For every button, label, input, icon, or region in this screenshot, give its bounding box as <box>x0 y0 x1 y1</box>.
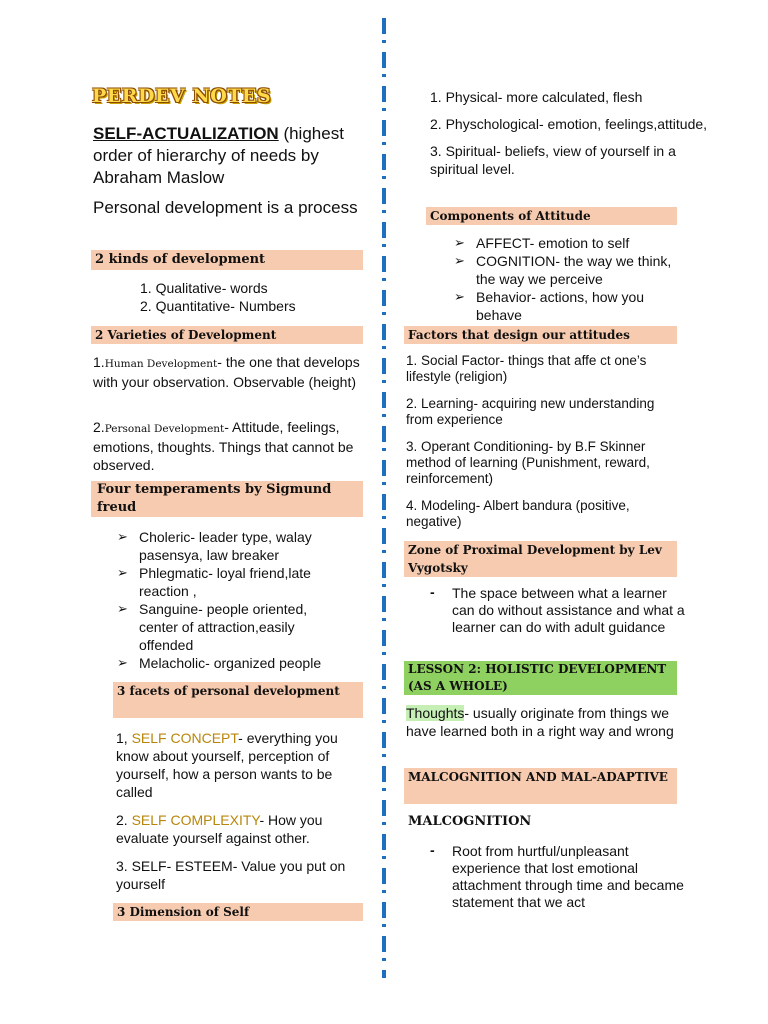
temperaments-list <box>117 528 347 672</box>
personal-development-desc: - Attitude, feelings, emotions, thoughts. Things that cannot be observed. <box>93 419 354 473</box>
malcognition-subheading: MALCOGNITION <box>408 814 532 829</box>
process-statement: Personal development is a process <box>93 198 358 217</box>
kinds-item: 2. Quantitative- Numbers <box>140 298 296 314</box>
self-concept-desc: - everything you know about yourself, perception of yourself, how a person wants to be called <box>116 730 338 800</box>
temperament-item: ➢ Phlegmatic- loyal friend,late reaction , <box>117 564 347 600</box>
self-esteem-paragraph: 3. SELF- ESTEEM- Value you put on yourself <box>116 858 346 892</box>
temperament-item: ➢ Melacholic- organized people <box>117 654 347 672</box>
human-development-paragraph <box>93 353 363 391</box>
dimension-item: 3. Spiritual- beliefs, view of yourself in a spiritual level. <box>430 143 676 177</box>
self-concept-paragraph <box>116 729 346 801</box>
human-development-prefix: 1. <box>93 354 105 370</box>
self-complexity-paragraph <box>116 811 356 847</box>
self-concept-term: SELF CONCEPT <box>131 730 239 746</box>
zone-of-proximal-development-header: Zone of Proximal Development by Lev Vygotsky <box>404 541 677 577</box>
factor-item: 1. Social Factor- things that affe ct one’s lifestyle (religion) <box>406 353 647 384</box>
self-actualization-term: SELF-ACTUALIZATION <box>93 124 279 143</box>
thoughts-desc: - usually originate from things we have learned both in a right way and wrong <box>406 705 674 739</box>
personal-development-term: Personal Development <box>104 423 225 435</box>
self-concept-prefix: 1, <box>116 730 132 746</box>
dimension-item: 1. Physical- more calculated, flesh <box>430 89 643 105</box>
component-item: ➢ AFFECT- emotion to self <box>454 234 684 252</box>
facets-header: 3 facets of personal development <box>113 682 363 718</box>
self-complexity-desc: - How you evaluate yourself against other. <box>116 812 323 846</box>
zone-list <box>426 585 686 636</box>
column-divider <box>382 18 386 978</box>
human-development-term: Human Development <box>104 358 218 370</box>
components-list <box>454 234 684 324</box>
dimension-of-self-header: 3 Dimension of Self <box>113 903 363 921</box>
self-actualization-paragraph <box>93 123 373 189</box>
zone-item: - The space between what a learner can do without assistance and what a learner can do with adult guidance <box>426 585 686 636</box>
temperaments-header: Four temperaments by Sigmund freud <box>91 481 363 517</box>
self-actualization-desc: (highest order of hierarchy of needs by Abraham Maslow <box>93 124 344 187</box>
self-complexity-term: SELF COMPLEXITY <box>131 812 260 828</box>
personal-development-prefix: 2. <box>93 419 105 435</box>
malcognition-and-mal-adaptive-header: MALCOGNITION AND MAL-ADAPTIVE <box>404 768 677 804</box>
personal-development-paragraph <box>93 418 365 474</box>
components-of-attitude-header: Components of Attitude <box>426 207 677 225</box>
human-development-desc: - the one that develops with your observation. Observable (height) <box>93 354 360 390</box>
factors-header: Factors that design our attitudes <box>404 326 677 344</box>
component-item: ➢ Behavior- actions, how you behave <box>454 288 684 324</box>
temperament-item: ➢ Choleric- leader type, walay pasensya, law breaker <box>117 528 347 564</box>
malcognition-list <box>426 843 686 911</box>
kinds-of-development-header: 2 kinds of development <box>91 250 363 270</box>
component-item: ➢ COGNITION- the way we think, the way we perceive <box>454 252 684 288</box>
factors-list <box>406 353 681 530</box>
lesson-2-header: LESSON 2: HOLISTIC DEVELOPMENT (AS A WHOLE) <box>404 661 677 695</box>
dimensions-list <box>430 88 720 178</box>
self-complexity-prefix: 2. <box>116 812 132 828</box>
malcognition-item: - Root from hurtful/unpleasant experience that lost emotional attachment through time and became statement that we act <box>426 843 686 911</box>
factor-item: 3. Operant Conditioning- by B.F Skinner method of learning (Punishment, reward, reinforcement) <box>406 439 650 486</box>
page-title: PERDEV NOTES <box>92 85 272 107</box>
thoughts-paragraph <box>406 704 682 740</box>
kinds-list <box>140 279 370 315</box>
factor-item: 4. Modeling- Albert bandura (positive, negative) <box>406 498 630 529</box>
varieties-header: 2 Varieties of Development <box>91 326 363 344</box>
thoughts-term: Thoughts <box>406 705 465 721</box>
kinds-item: 1. Qualitative- words <box>140 280 268 296</box>
factor-item: 2. Learning- acquiring new understanding from experience <box>406 396 655 427</box>
dimension-item: 2. Physchological- emotion, feelings,attitude, <box>430 116 708 132</box>
temperament-item: ➢ Sanguine- people oriented, center of attraction,easily offended <box>117 600 347 654</box>
